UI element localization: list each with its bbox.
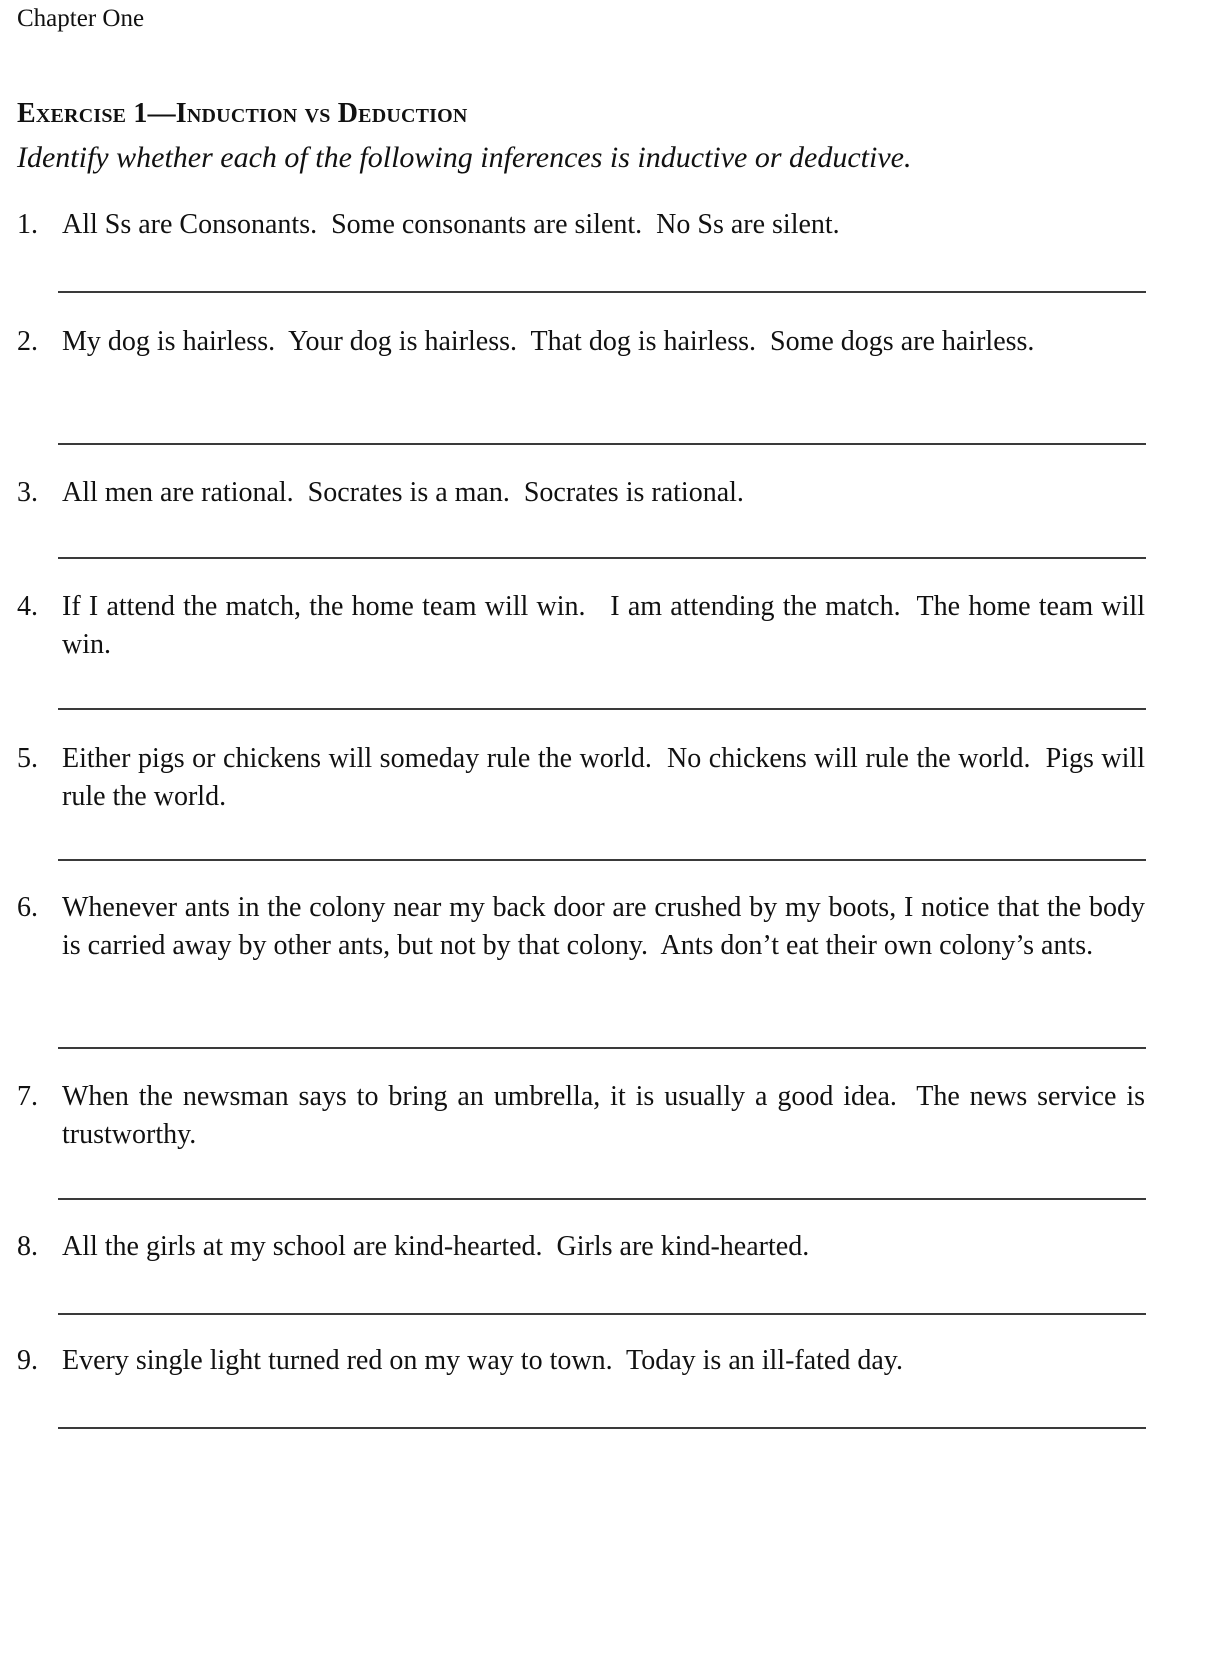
answer-line[interactable] [58, 1313, 1146, 1315]
answer-line[interactable] [58, 1047, 1146, 1049]
question-text: Every single light turned red on my way to town. Today is an ill-fated day. [62, 1345, 903, 1376]
answer-line[interactable] [58, 859, 1146, 861]
question-number: 7. [17, 1081, 38, 1112]
answer-line[interactable] [58, 291, 1146, 293]
question-text: All the girls at my school are kind-hearted. Girls are kind-hearted. [62, 1231, 810, 1262]
question-text: When the newsman says to bring an umbrella, it is usually a good idea. The news service is trustworthy. [62, 1081, 1152, 1150]
question-number: 1. [17, 209, 38, 240]
chapter-header: Chapter One [17, 5, 145, 32]
question-number: 4. [17, 591, 38, 622]
question-number: 2. [17, 326, 38, 357]
question-text: If I attend the match, the home team will win. I am attending the match. The home team will win. [62, 591, 1152, 660]
question-text: All men are rational. Socrates is a man. Socrates is rational. [62, 477, 744, 508]
exercise-title: Exercise 1—Induction vs Deduction [17, 98, 468, 129]
answer-line[interactable] [58, 1198, 1146, 1200]
exercise-instructions: Identify whether each of the following inferences is inductive or deductive. [17, 141, 912, 174]
question-text: Whenever ants in the colony near my back door are crushed by my boots, I notice that the body is carried away by other ants, but not by that colony. Ants don’t eat their own colony’s ants. [62, 892, 1152, 961]
answer-line[interactable] [58, 557, 1146, 559]
answer-line[interactable] [58, 443, 1146, 445]
question-number: 6. [17, 892, 38, 923]
question-text: My dog is hairless. Your dog is hairless. That dog is hairless. Some dogs are hairless. [62, 326, 1035, 357]
answer-line[interactable] [58, 1427, 1146, 1429]
question-number: 3. [17, 477, 38, 508]
question-text: All Ss are Consonants. Some consonants are silent. No Ss are silent. [62, 209, 840, 240]
question-number: 8. [17, 1231, 38, 1262]
question-number: 5. [17, 743, 38, 774]
question-number: 9. [17, 1345, 38, 1376]
question-text: Either pigs or chickens will someday rule the world. No chickens will rule the world. Pigs will rule the world. [62, 743, 1152, 812]
answer-line[interactable] [58, 708, 1146, 710]
